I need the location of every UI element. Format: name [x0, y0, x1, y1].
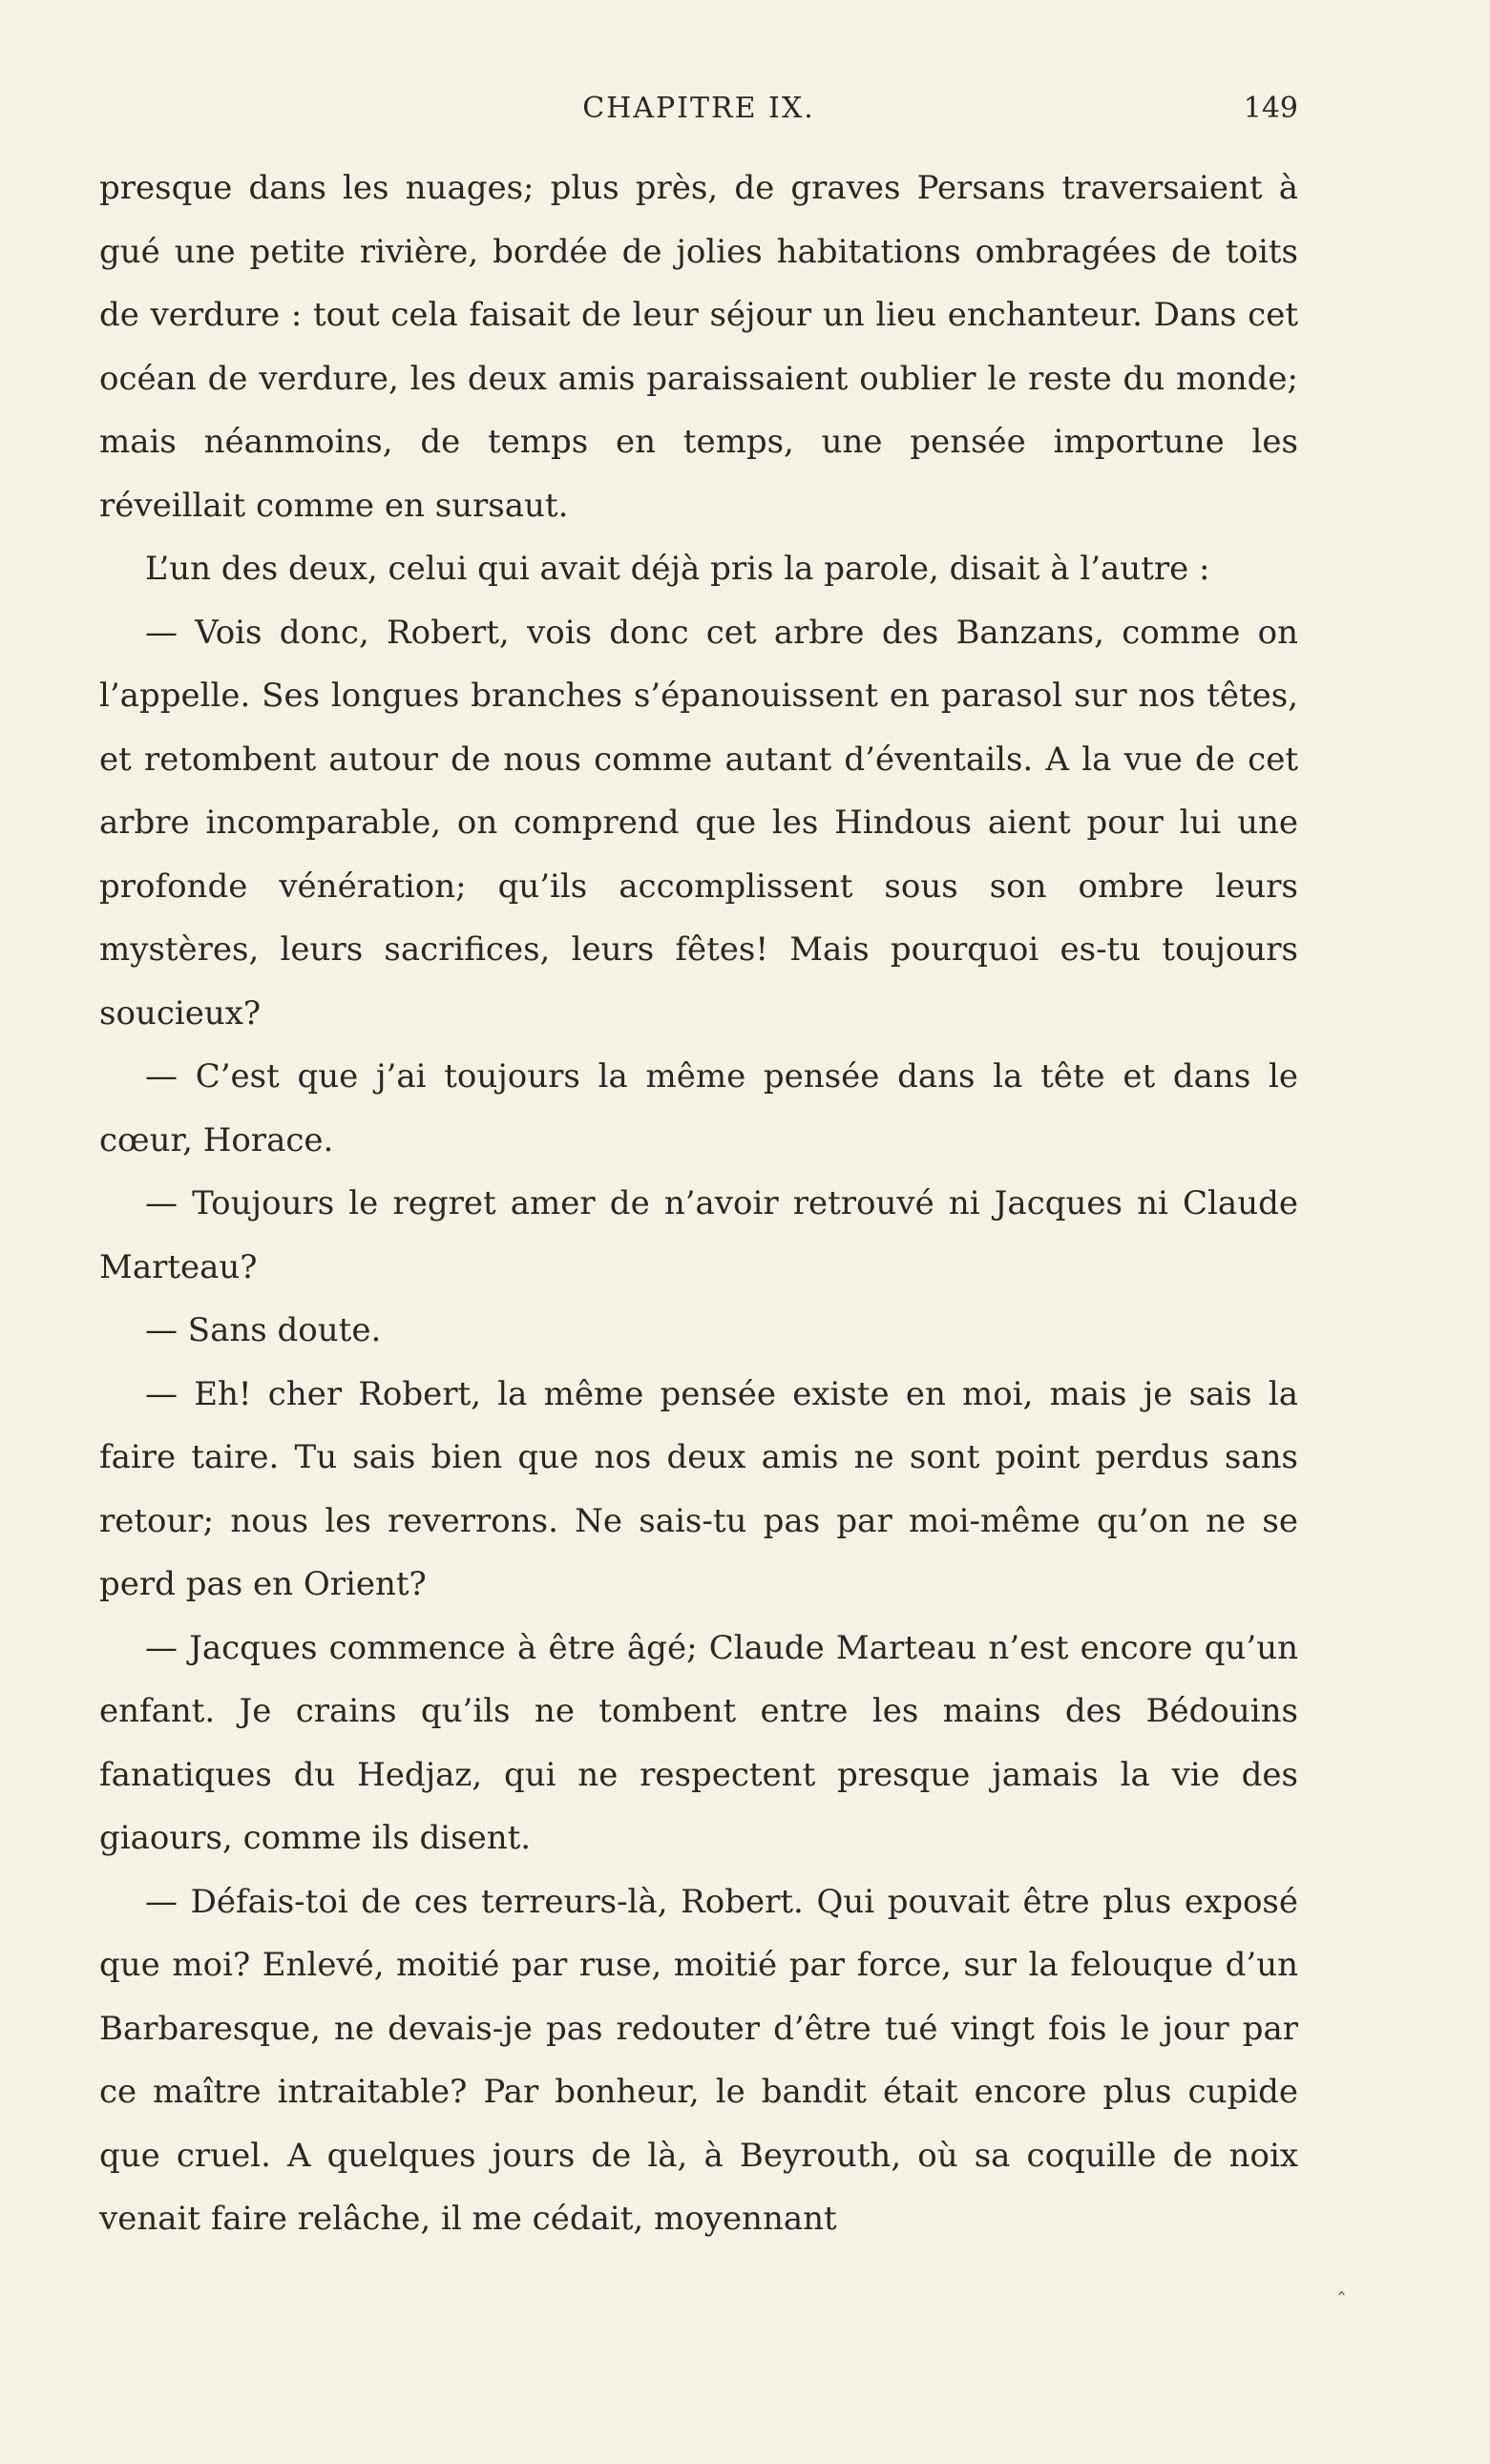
paragraph: — C’est que j’ai toujours la même pensée dans la tête et dans le cœur, Horace. [99, 1057, 1298, 1159]
paragraph: — Toujours le regret amer de n’avoir retrouvé ni Jacques ni Claude Marteau? [99, 1184, 1298, 1286]
paragraph: — Vois donc, Robert, vois donc cet arbre des Banzans, comme on l’appelle. Ses longues branches s’épanouissent en parasol sur nos têtes, et retombent autour de nous comme autant d’éventails. A la vue de cet arbre incomparable, on comprend que les Hindous aient pour lui une profonde vénération; qu’ils accomplissent sous son ombre leurs mystères, leurs sacrifices, leurs fêtes! Mais pourquoi es-tu toujours soucieux? [99, 613, 1298, 1033]
paragraph: — Jacques commence à être âgé; Claude Marteau n’est encore qu’un enfant. Je crains qu’ils ne tombent entre les mains des Bédouins fanatiques du Hedjaz, qui ne respectent presque jamais la vie des giaours, comme ils disent. [99, 1628, 1298, 1857]
paragraph: presque dans les nuages; plus près, de graves Persans traversaient à gué une petite rivière, bordée de jolies habitations ombragées de toits de verdure : tout cela faisait de leur séjour un lieu enchanteur. Dans cet océan de verdure, les deux amis paraissaient oublier le reste du monde; mais néanmoins, de temps en temps, une pensée importune les réveillait comme en sursaut. [99, 169, 1298, 525]
body-text [99, 157, 1298, 2251]
page-number: 149 [1243, 92, 1298, 125]
paragraph: L’un des deux, celui qui avait déjà pris la parole, disait à l’autre : [145, 550, 1210, 588]
running-title: CHAPITRE IX. [582, 92, 815, 125]
page-header [99, 92, 1298, 139]
paragraph: — Sans doute. [145, 1311, 382, 1349]
paragraph: — Défais-toi de ces terreurs-là, Robert. Qui pouvait être plus exposé que moi? Enlevé, moitié par ruse, moitié par force, sur la felouque d’un Barbaresque, ne devais-je pas redouter d’être tué vingt fois le jour par ce maître intraitable? Par bonheur, le bandit était encore plus cupide que cruel. A quelques jours de là, à Beyrouth, où sa coquille de noix venait faire relâche, il me cédait, moyennant [99, 1882, 1298, 2238]
paragraph: — Eh! cher Robert, la même pensée existe en moi, mais je sais la faire taire. Tu sais bien que nos deux amis ne sont point perdus sans retour; nous les reverrons. Ne sais-tu pas par moi-même qu’on ne se perd pas en Orient? [99, 1374, 1298, 1603]
corner-mark: ˆ [1336, 2290, 1347, 2314]
